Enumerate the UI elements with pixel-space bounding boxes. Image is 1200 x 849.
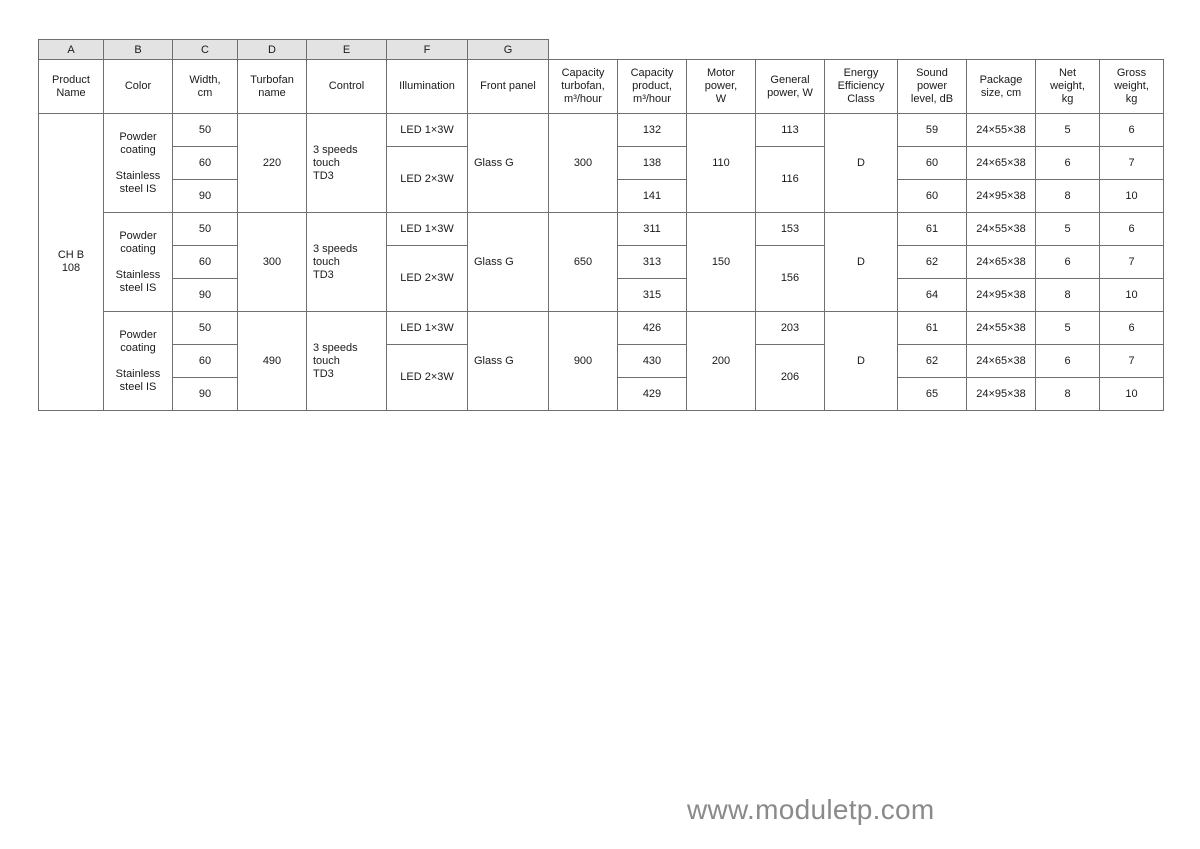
front-panel-cell: Glass G xyxy=(468,213,549,312)
header-energy-class: Energy Efficiency Class xyxy=(825,60,898,114)
turbofan-cell: 490 xyxy=(238,312,307,411)
net-weight-cell: 8 xyxy=(1036,180,1100,213)
color-cell: Powder coating Stainless steel IS xyxy=(104,114,173,213)
header-turbofan: Turbofan name xyxy=(238,60,307,114)
width-cell: 60 xyxy=(173,246,238,279)
illumination-cell: LED 1×3W xyxy=(387,213,468,246)
website-url: www.moduletp.com xyxy=(687,794,935,825)
gross-weight-cell: 10 xyxy=(1100,279,1164,312)
package-size-cell: 24×65×38 xyxy=(967,246,1036,279)
package-size-cell: 24×65×38 xyxy=(967,345,1036,378)
header-control: Control xyxy=(307,60,387,114)
capacity-turbofan-cell: 300 xyxy=(549,114,618,213)
sound-power-cell: 60 xyxy=(898,180,967,213)
width-cell: 90 xyxy=(173,279,238,312)
illumination-cell: LED 1×3W xyxy=(387,114,468,147)
net-weight-cell: 5 xyxy=(1036,213,1100,246)
general-power-cell: 206 xyxy=(756,345,825,411)
illumination-cell: LED 2×3W xyxy=(387,345,468,411)
column-letter: F xyxy=(387,40,468,60)
sound-power-cell: 62 xyxy=(898,246,967,279)
motor-power-cell: 150 xyxy=(687,213,756,312)
capacity-product-cell: 429 xyxy=(618,378,687,411)
sound-power-cell: 60 xyxy=(898,147,967,180)
sound-power-cell: 64 xyxy=(898,279,967,312)
header-package-size: Package size, cm xyxy=(967,60,1036,114)
header-sound-power: Sound power level, dB xyxy=(898,60,967,114)
illumination-cell: LED 2×3W xyxy=(387,147,468,213)
header-product-name: Product Name xyxy=(39,60,104,114)
column-letter: B xyxy=(104,40,173,60)
color-cell: Powder coating Stainless steel IS xyxy=(104,213,173,312)
net-weight-cell: 8 xyxy=(1036,279,1100,312)
package-size-cell: 24×95×38 xyxy=(967,180,1036,213)
header-capacity-product: Capacity product, m³/hour xyxy=(618,60,687,114)
general-power-cell: 113 xyxy=(756,114,825,147)
gross-weight-cell: 6 xyxy=(1100,213,1164,246)
header-color: Color xyxy=(104,60,173,114)
illumination-cell: LED 1×3W xyxy=(387,312,468,345)
header-front-panel: Front panel xyxy=(468,60,549,114)
net-weight-cell: 8 xyxy=(1036,378,1100,411)
header-motor-power: Motor power, W xyxy=(687,60,756,114)
header-capacity-turbofan: Capacity turbofan, m³/hour xyxy=(549,60,618,114)
product-name-cell: CH B 108 xyxy=(39,114,104,411)
header-row xyxy=(39,60,1164,114)
package-size-cell: 24×65×38 xyxy=(967,147,1036,180)
header-net-weight: Net weight, kg xyxy=(1036,60,1100,114)
package-size-cell: 24×95×38 xyxy=(967,279,1036,312)
column-letter: C xyxy=(173,40,238,60)
color-cell: Powder coating Stainless steel IS xyxy=(104,312,173,411)
header-general-power: General power, W xyxy=(756,60,825,114)
energy-class-cell: D xyxy=(825,114,898,213)
width-cell: 90 xyxy=(173,378,238,411)
front-panel-cell: Glass G xyxy=(468,114,549,213)
capacity-product-cell: 311 xyxy=(618,213,687,246)
header-gross-weight: Gross weight, kg xyxy=(1100,60,1164,114)
capacity-turbofan-cell: 650 xyxy=(549,213,618,312)
width-cell: 50 xyxy=(173,213,238,246)
gross-weight-cell: 7 xyxy=(1100,246,1164,279)
gross-weight-cell: 6 xyxy=(1100,312,1164,345)
turbofan-cell: 220 xyxy=(238,114,307,213)
column-letter: A xyxy=(39,40,104,60)
control-cell: 3 speeds touch TD3 xyxy=(307,114,387,213)
capacity-product-cell: 426 xyxy=(618,312,687,345)
motor-power-cell: 110 xyxy=(687,114,756,213)
net-weight-cell: 6 xyxy=(1036,147,1100,180)
gross-weight-cell: 7 xyxy=(1100,345,1164,378)
package-size-cell: 24×55×38 xyxy=(967,213,1036,246)
general-power-cell: 156 xyxy=(756,246,825,312)
column-letter: G xyxy=(468,40,549,60)
energy-class-cell: D xyxy=(825,213,898,312)
capacity-product-cell: 141 xyxy=(618,180,687,213)
control-cell: 3 speeds touch TD3 xyxy=(307,312,387,411)
column-letter: D xyxy=(238,40,307,60)
motor-power-cell: 200 xyxy=(687,312,756,411)
width-cell: 60 xyxy=(173,345,238,378)
width-cell: 90 xyxy=(173,180,238,213)
sound-power-cell: 65 xyxy=(898,378,967,411)
package-size-cell: 24×55×38 xyxy=(967,312,1036,345)
gross-weight-cell: 7 xyxy=(1100,147,1164,180)
width-cell: 60 xyxy=(173,147,238,180)
sound-power-cell: 61 xyxy=(898,312,967,345)
header-illumination: Illumination xyxy=(387,60,468,114)
column-letter: E xyxy=(307,40,387,60)
gross-weight-cell: 10 xyxy=(1100,180,1164,213)
capacity-product-cell: 430 xyxy=(618,345,687,378)
capacity-product-cell: 132 xyxy=(618,114,687,147)
control-cell: 3 speeds touch TD3 xyxy=(307,213,387,312)
energy-class-cell: D xyxy=(825,312,898,411)
capacity-product-cell: 315 xyxy=(618,279,687,312)
column-letters-row xyxy=(38,39,549,60)
capacity-turbofan-cell: 900 xyxy=(549,312,618,411)
capacity-product-cell: 313 xyxy=(618,246,687,279)
package-size-cell: 24×95×38 xyxy=(967,378,1036,411)
general-power-cell: 153 xyxy=(756,213,825,246)
header-width: Width, cm xyxy=(173,60,238,114)
gross-weight-cell: 6 xyxy=(1100,114,1164,147)
capacity-product-cell: 138 xyxy=(618,147,687,180)
general-power-cell: 203 xyxy=(756,312,825,345)
sound-power-cell: 61 xyxy=(898,213,967,246)
net-weight-cell: 5 xyxy=(1036,312,1100,345)
width-cell: 50 xyxy=(173,312,238,345)
illumination-cell: LED 2×3W xyxy=(387,246,468,312)
sound-power-cell: 59 xyxy=(898,114,967,147)
net-weight-cell: 5 xyxy=(1036,114,1100,147)
specification-table xyxy=(38,59,1164,411)
front-panel-cell: Glass G xyxy=(468,312,549,411)
gross-weight-cell: 10 xyxy=(1100,378,1164,411)
general-power-cell: 116 xyxy=(756,147,825,213)
width-cell: 50 xyxy=(173,114,238,147)
net-weight-cell: 6 xyxy=(1036,345,1100,378)
sound-power-cell: 62 xyxy=(898,345,967,378)
package-size-cell: 24×55×38 xyxy=(967,114,1036,147)
net-weight-cell: 6 xyxy=(1036,246,1100,279)
turbofan-cell: 300 xyxy=(238,213,307,312)
